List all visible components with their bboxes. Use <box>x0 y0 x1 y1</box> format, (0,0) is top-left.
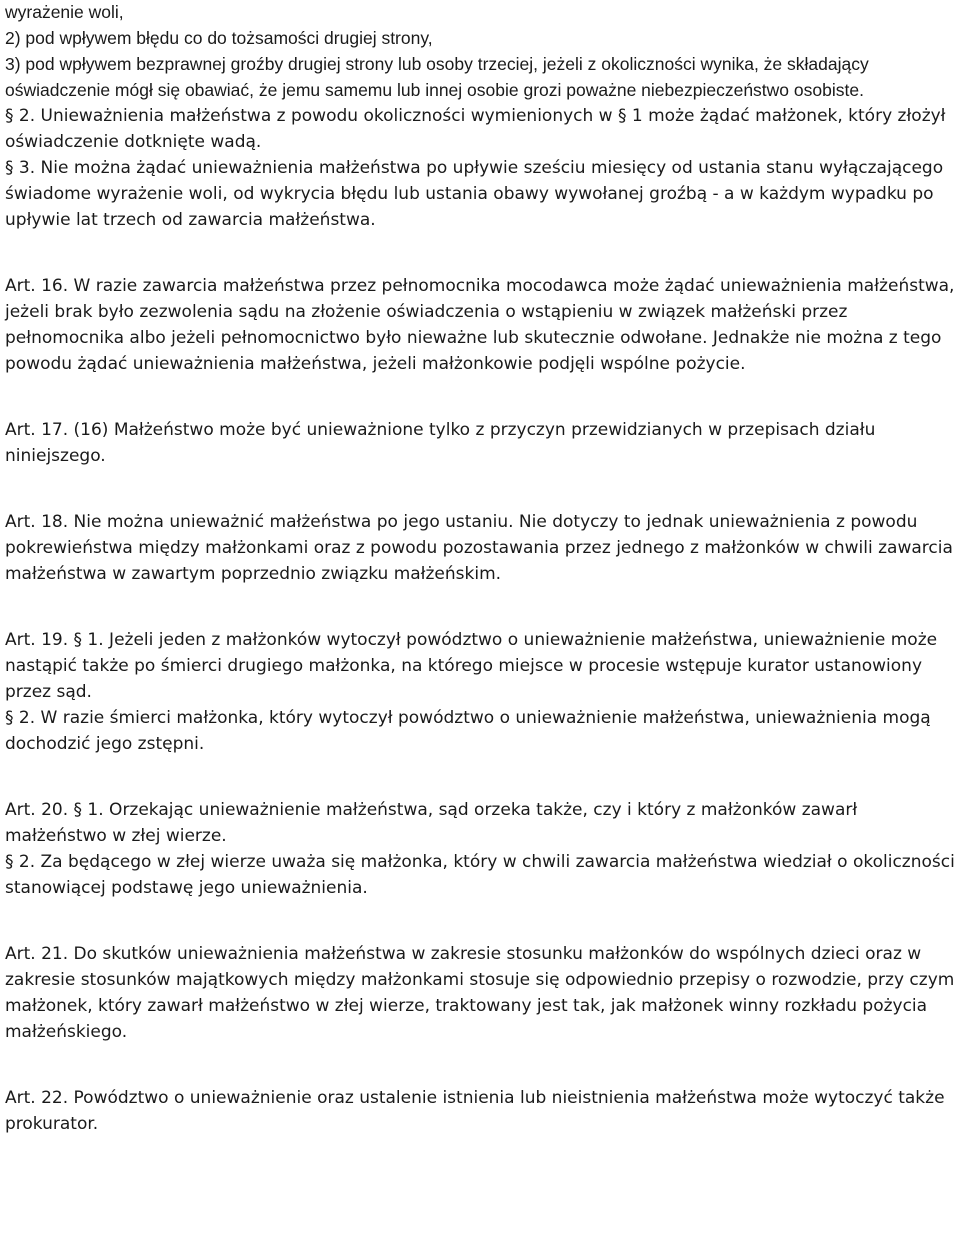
art16: Art. 16. W razie zawarcia małżeństwa przez pełnomocnika mocodawca może żądać unieważnienia małżeństwa, jeżeli brak było zezwolenia sądu na złożenie oświadczenia o wstąpieniu w związek małżeński przez pełnomocnika albo jeżeli pełnomocnictwo było nieważne lub skutecznie odwołane. Jednakże nie można z tego powodu żądać unieważnienia małżeństwa, jeżeli małżonkowie podjęli wspólne pożycie. <box>5 276 955 374</box>
document-page <box>5 0 957 1137</box>
art15-line-2: 2) pod wpływem błędu co do tożsamości drugiej strony, <box>5 28 433 48</box>
art15-line-3: 3) pod wpływem bezprawnej groźby drugiej strony lub osoby trzeciej, jeżeli z okoliczności wynika, że składający oświadczenie mógł się obawiać, że jemu samemu lub innej osobie grozi poważne niebezpieczeństwo osobiste. <box>5 54 869 100</box>
art22: Art. 22. Powództwo o unieważnienie oraz ustalenie istnienia lub nieistnienia małżeństwa może wytoczyć także prokurator. <box>5 1088 945 1134</box>
art15-line-1: wyrażenie woli, <box>5 2 124 22</box>
art19-paragraph-1: Art. 19. § 1. Jeżeli jeden z małżonków wytoczył powództwo o unieważnienie małżeństwa, unieważnienie może nastąpić także po śmierci drugiego małżonka, na którego miejsce w procesie wstępuje kurator ustanowiony przez sąd. <box>5 630 938 702</box>
art17: Art. 17. (16) Małżeństwo może być unieważnione tylko z przyczyn przewidzianych w przepisach działu niniejszego. <box>5 420 876 466</box>
art20-paragraph-2: § 2. Za będącego w złej wierze uważa się małżonka, który w chwili zawarcia małżeństwa wiedział o okoliczności stanowiącej podstawę jego unieważnienia. <box>5 852 955 898</box>
art20-paragraph-1: Art. 20. § 1. Orzekając unieważnienie małżeństwa, sąd orzeka także, czy i który z małżonków zawarł małżeństwo w złej wierze. <box>5 800 858 846</box>
art15-paragraph-2: § 2. Unieważnienia małżeństwa z powodu okoliczności wymienionych w § 1 może żądać małżonek, który złożył oświadczenie dotknięte wadą. <box>5 106 946 152</box>
art19-paragraph-2: § 2. W razie śmierci małżonka, który wytoczył powództwo o unieważnienie małżeństwa, unieważnienia mogą dochodzić jego zstępni. <box>5 708 931 754</box>
art21: Art. 21. Do skutków unieważnienia małżeństwa w zakresie stosunku małżonków do wspólnych dzieci oraz w zakresie stosunków majątkowych między małżonkami stosuje się odpowiednio przepisy o rozwodzie, przy czym małżonek, który zawarł małżeństwo w złej wierze, traktowany jest tak, jak małżonek winny rozkładu pożycia małżeńskiego. <box>5 944 955 1042</box>
art18: Art. 18. Nie można unieważnić małżeństwa po jego ustaniu. Nie dotyczy to jednak unieważnienia z powodu pokrewieństwa między małżonkami oraz z powodu pozostawania przez jednego z małżonków w chwili zawarcia małżeństwa w zawartym poprzednio związku małżeńskim. <box>5 512 953 584</box>
art15-paragraph-3: § 3. Nie można żądać unieważnienia małżeństwa po upływie sześciu miesięcy od ustania stanu wyłączającego świadome wyrażenie woli, od wykrycia błędu lub ustania obawy wywołanej groźbą - a w każdym wypadku po upływie lat trzech od zawarcia małżeństwa. <box>5 158 944 230</box>
